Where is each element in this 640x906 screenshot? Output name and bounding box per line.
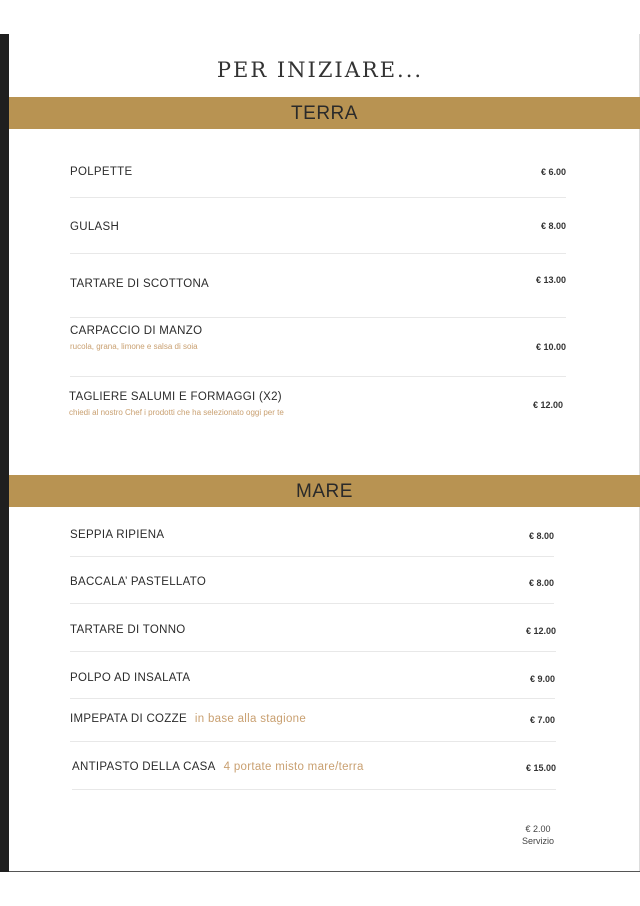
divider: [70, 376, 566, 377]
item-name: BACCALA’ PASTELLATO: [70, 576, 207, 588]
item-name: [72, 761, 556, 773]
item-name: CARPACCIO DI MANZO: [70, 325, 203, 337]
menu-item: [70, 713, 555, 725]
service-charge: [522, 823, 554, 847]
item-note: chiedi al nostro Chef i prodotti che ha selezionato oggi per te: [69, 408, 284, 417]
item-price: € 12.00: [532, 400, 563, 410]
menu-item: [70, 529, 554, 541]
item-note: rucola, grana, limone e salsa di soia: [70, 342, 198, 351]
item-note: in base alla stagione: [194, 713, 307, 725]
menu-item: [72, 761, 556, 773]
item-name: GULASH: [70, 221, 120, 233]
service-price: € 2.00: [525, 824, 551, 834]
menu-item: [70, 275, 566, 290]
item-price: € 7.00: [529, 715, 555, 725]
divider: [70, 698, 555, 699]
bottom-edge-line: [9, 871, 640, 872]
item-price: € 9.00: [529, 674, 555, 684]
item-price: € 15.00: [525, 763, 556, 773]
menu-item: [69, 391, 563, 417]
left-edge-bar: [0, 34, 9, 872]
item-price: € 13.00: [535, 275, 566, 285]
divider: [70, 556, 554, 557]
item-price: € 6.00: [540, 167, 566, 177]
divider: [70, 197, 566, 198]
menu-item: [70, 221, 566, 233]
section-header-mare: MARE: [9, 475, 640, 507]
item-name: POLPETTE: [70, 166, 133, 178]
item-note: 4 portate misto mare/terra: [223, 761, 364, 773]
item-price: € 8.00: [540, 221, 566, 231]
item-name: [70, 713, 555, 725]
item-price: € 8.00: [528, 578, 554, 588]
menu-item: [70, 672, 555, 684]
item-price: € 10.00: [535, 342, 566, 352]
item-name-text: IMPEPATA DI COZZE: [70, 713, 187, 725]
item-name: TARTARE DI SCOTTONA: [70, 278, 210, 290]
item-name: POLPO AD INSALATA: [70, 672, 191, 684]
service-label: Servizio: [521, 836, 554, 846]
divider: [70, 651, 556, 652]
item-name: TAGLIERE SALUMI E FORMAGGI (X2): [69, 391, 282, 403]
menu-item: [70, 325, 566, 351]
item-name-text: ANTIPASTO DELLA CASA: [72, 761, 216, 773]
menu-item: [70, 576, 554, 588]
menu-item: [70, 166, 566, 178]
divider: [72, 789, 556, 790]
divider: [70, 741, 556, 742]
page-title: PER INIZIARE...: [216, 58, 424, 82]
section-header-terra: TERRA: [9, 97, 640, 129]
divider: [70, 603, 554, 604]
item-price: € 12.00: [525, 626, 556, 636]
divider: [70, 317, 566, 318]
divider: [70, 253, 566, 254]
menu-item: [70, 624, 556, 636]
item-price: € 8.00: [528, 531, 554, 541]
item-name: TARTARE DI TONNO: [70, 624, 186, 636]
item-name: SEPPIA RIPIENA: [70, 529, 165, 541]
